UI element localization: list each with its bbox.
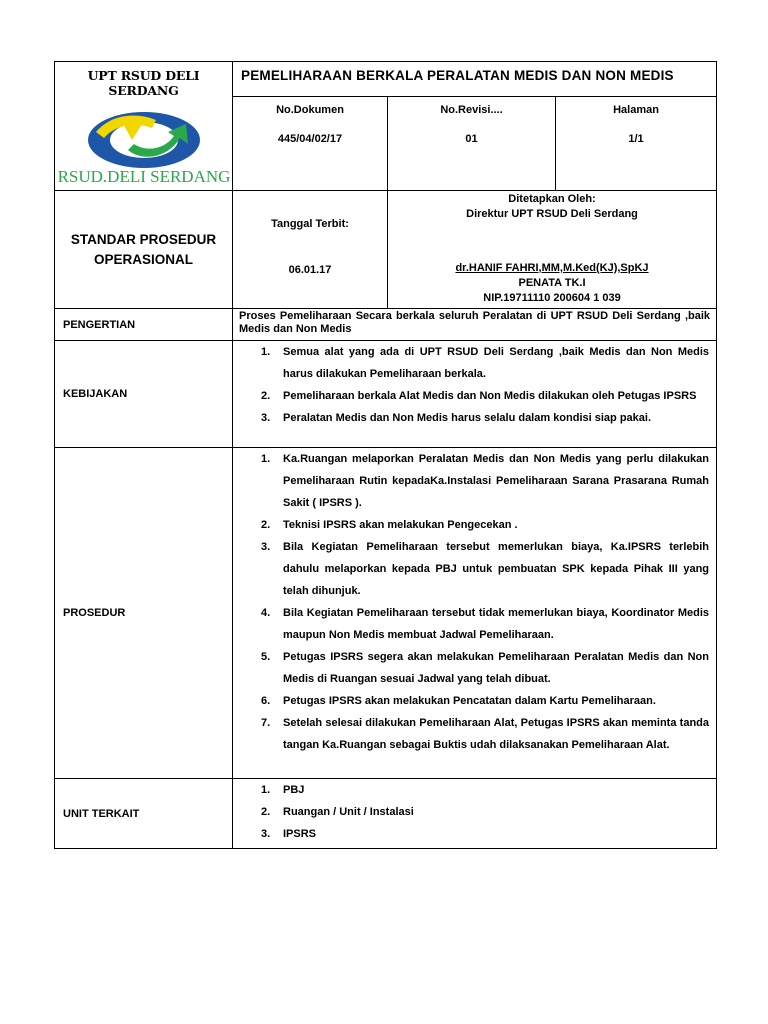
approval-cell [388,191,717,309]
unit-terkait-content [233,779,717,849]
hospital-name: UPT RSUD DELI SERDANG [87,68,200,98]
list-item: 1. PBJ [261,784,305,796]
list-item: 1. Semua alat yang ada di UPT RSUD Deli Serdang ,baik Medis dan Non Medis harus dilakukan Pemeliharaan berkala. [261,346,710,380]
ditetapkan-by: Direktur UPT RSUD Deli Serdang [466,208,638,220]
sop-table [54,61,717,849]
sop-document [54,61,716,849]
no-dokumen-label: No.Dokumen [276,103,344,116]
kebijakan-list [233,341,716,429]
tanggal-terbit-label: Tanggal Terbit: [271,218,349,230]
signer-nip: NIP.19711110 200604 1 039 [483,292,621,304]
tanggal-terbit-cell [233,191,388,309]
prosedur-label: PROSEDUR [55,448,233,779]
prosedur-content [233,448,717,779]
sop-title-line2: OPERASIONAL [93,251,193,267]
pengertian-label: PENGERTIAN [55,309,233,341]
kebijakan-content [233,341,717,448]
no-revisi-label: No.Revisi.... [440,103,503,116]
sop-title-line1: STANDAR PROSEDUR [70,231,217,247]
no-revisi-cell [388,96,556,190]
ditetapkan-label: Ditetapkan Oleh: [508,193,596,205]
prosedur-list [233,448,716,756]
list-item: 2. Teknisi IPSRS akan melakukan Pengecekan . [261,519,518,531]
logo-text: RSUD.DELI SERDANG [57,167,230,186]
logo-emblem-icon [56,110,232,190]
no-dokumen-value: 445/04/02/17 [277,132,343,145]
list-item: 6. Petugas IPSRS akan melakukan Pencatatan dalam Kartu Pemeliharaan. [261,695,656,707]
signer-name: dr.HANIF FAHRI,MM,M.Ked(KJ),SpKJ [455,262,649,274]
no-dokumen-cell [233,96,388,190]
list-item: 2. Ruangan / Unit / Instalasi [261,806,414,818]
list-item: 4. Bila Kegiatan Pemeliharaan tersebut tidak memerlukan biaya, Koordinator Medis maupun Non Medis membuat Jadwal Pemeliharaan. [261,607,710,641]
list-item: 3. IPSRS [261,828,317,840]
list-item: 5. Petugas IPSRS segera akan melakukan Pemeliharaan Peralatan Medis dan Non Medis di Ruangan sesuai Jadwal yang telah dibuat. [261,651,710,685]
hospital-logo [56,110,232,190]
halaman-label: Halaman [613,103,659,116]
list-item: 2. Pemeliharaan berkala Alat Medis dan Non Medis dilakukan oleh Petugas IPSRS [261,390,697,402]
sop-title-cell [55,191,233,309]
list-item: 7. Setelah selesai dilakukan Pemeliharaan Alat, Petugas IPSRS akan meminta tanda tangan Ka.Ruangan sebagai Buktis udah dilaksanakan Pemeliharaan Alat. [261,717,710,751]
header-logo-cell [55,62,233,191]
tanggal-terbit-value: 06.01.17 [288,264,332,276]
pengertian-text: Proses Pemeliharaan Secara berkala seluruh Peralatan di UPT RSUD Deli Serdang ,baik Medis dan Non Medis [233,309,717,341]
signer-rank: PENATA TK.I [518,277,586,289]
list-item: 3. Bila Kegiatan Pemeliharaan tersebut memerlukan biaya, Ka.IPSRS terlebih dahulu melaporkan kepada PBJ untuk pembuatan SPK kepada Pihak III yang telah dihunjuk. [261,541,710,597]
document-title: PEMELIHARAAN BERKALA PERALATAN MEDIS DAN NON MEDIS [233,62,717,97]
kebijakan-label: KEBIJAKAN [55,341,233,448]
list-item: 1. Ka.Ruangan melaporkan Peralatan Medis dan Non Medis yang perlu dilakukan Pemeliharaan Rutin kepadaKa.Instalasi Pemeliharaan Sarana Prasarana Rumah Sakit ( IPSRS ). [261,453,710,509]
halaman-value: 1/1 [628,132,644,145]
no-revisi-value: 01 [465,132,478,145]
halaman-cell [556,96,717,190]
list-item: 3. Peralatan Medis dan Non Medis harus selalu dalam kondisi siap pakai. [261,412,652,424]
unit-terkait-label: UNIT TERKAIT [55,779,233,849]
unit-terkait-list [233,779,716,845]
